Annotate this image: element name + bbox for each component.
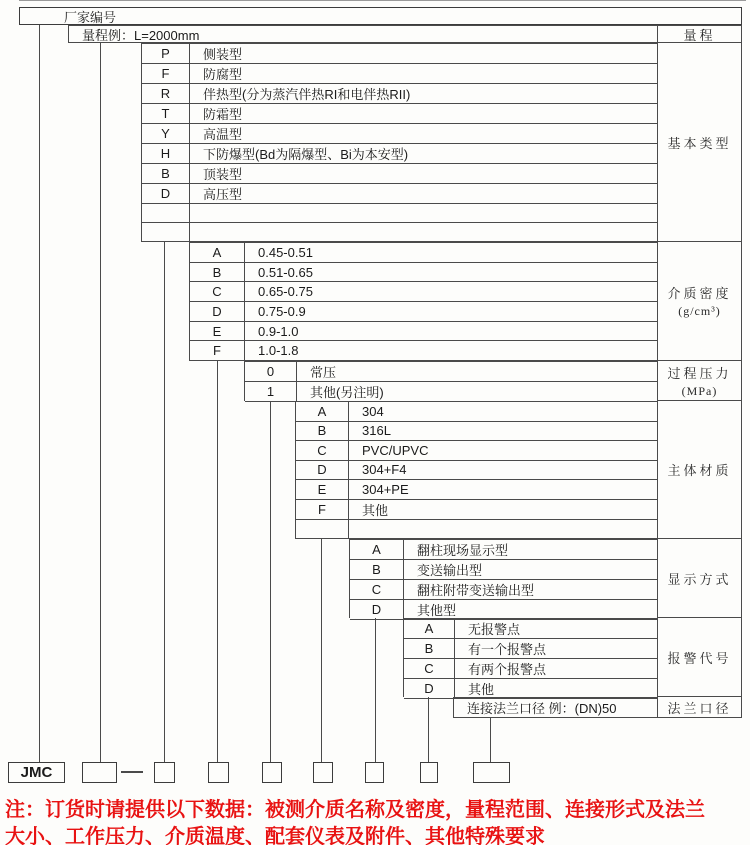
desc-cell: 304 [362,403,384,419]
code-box-process-pressure [262,762,282,783]
row-basic-type-P [142,44,657,64]
order-note-line2: 大小、工作压力、介质温度、配套仪表及附件、其他特殊要求 [5,826,545,845]
code-cell: R [142,84,190,103]
code-cell: C [350,580,404,599]
code-cell: A [190,243,245,262]
row-alarm-code-A [404,619,657,639]
desc-cell: 下防爆型(Bd为隔爆型、Bi为本安型) [203,147,409,162]
label-process-pressure [657,361,742,401]
row-alarm-code-C [404,659,657,679]
code-cell: F [142,64,190,83]
code-cell: C [404,659,455,678]
section-flange-size [453,697,657,718]
desc-cell: 0.75-0.9 [258,303,306,319]
row-body-material-A [296,402,657,422]
row-medium-density-E [190,322,657,342]
code-cell: B [142,164,190,183]
desc-cell [190,204,657,222]
section-display-mode [349,539,657,618]
code-cell: T [142,104,190,123]
desc-cell: 连接法兰口径 例：(DN)50 [467,701,617,716]
code-cell: D [350,600,404,619]
desc-cell: 侧装型 [203,47,243,62]
connector-line-7 [428,697,429,762]
separator-dash [121,771,143,773]
desc-cell: 翻柱现场显示型 [417,543,509,558]
row-basic-type-T [142,104,657,124]
range-example-text: 量程例：L=2000mm [82,27,200,43]
row-body-material-F [296,500,657,520]
row-basic-type-D [142,184,657,204]
code-box-alarm-code [420,762,438,783]
code-cell: Y [142,124,190,143]
range-example-row [68,25,657,43]
desc-cell: 高压型 [203,187,243,202]
model-prefix-box: JMC [8,762,65,783]
desc-cell: 有一个报警点 [468,642,547,657]
label-text: 报警代号 [667,650,732,666]
desc-cell: 0.65-0.75 [258,284,313,300]
desc-cell: 1.0-1.8 [258,343,299,359]
row-body-material-D [296,461,657,481]
label-basic-type [657,43,742,242]
desc-cell: PVC/UPVC [362,442,429,458]
desc-cell: 顶装型 [203,167,243,182]
code-cell: A [404,619,455,638]
row-display-mode-C [350,580,657,600]
desc-cell: 防腐型 [203,67,243,82]
desc-cell: 0.45-0.51 [258,244,313,260]
label-text: 显示方式 [667,571,732,587]
row-process-pressure-0 [245,362,657,382]
connector-line-3 [217,361,218,762]
section-basic-type [141,43,657,242]
desc-cell: 其他 [468,682,495,697]
row-body-material-C [296,441,657,461]
code-cell: C [190,282,245,301]
row-display-mode-A [350,540,657,560]
desc-cell: 高温型 [203,127,243,142]
row-flange-size-r0 [454,698,657,718]
code-cell: E [296,480,349,499]
connector-line-8 [490,718,491,762]
label-body-material [657,401,742,539]
order-note [5,797,750,845]
row-body-material-E [296,480,657,500]
label-text: 过程压力 [667,365,732,381]
row-basic-type-Y [142,124,657,144]
desc-cell: 304+F4 [362,462,407,478]
desc-cell [349,520,657,539]
code-cell [142,223,190,241]
section-medium-density [189,242,657,361]
code-cell: A [350,540,404,559]
row-body-material-r6 [296,520,657,540]
code-box-display-mode [365,762,384,783]
connector-line-4 [270,401,271,762]
connector-line-0 [39,25,40,762]
connector-line-6 [375,618,376,762]
code-box-range [82,762,117,783]
code-cell: E [190,322,245,341]
code-cell: P [142,44,190,63]
factory-number-label: 厂家编号 [64,9,117,25]
code-box-medium-density [208,762,229,783]
code-box-flange-size [473,762,510,783]
desc-cell: 304+PE [362,481,409,497]
code-cell: C [296,441,349,460]
section-process-pressure [244,361,657,401]
code-cell [142,204,190,222]
row-basic-type-r8 [142,204,657,223]
label-alarm-code [657,618,742,697]
label-unit: (MPa) [681,383,718,398]
top-border-line [19,0,746,1]
code-cell: H [142,144,190,163]
code-cell: D [404,679,455,698]
label-unit: (g/cm³) [678,304,721,318]
code-cell: 1 [245,382,297,401]
row-medium-density-B [190,263,657,283]
row-body-material-B [296,422,657,442]
connector-line-2 [164,242,165,762]
row-alarm-code-D [404,679,657,699]
row-basic-type-r9 [142,223,657,242]
section-body-material [295,401,657,539]
code-cell: 0 [245,362,297,381]
label-text: 主体材质 [667,463,732,478]
row-medium-density-C [190,282,657,302]
desc-cell: 0.51-0.65 [258,264,313,280]
desc-cell: 无报警点 [468,622,521,637]
desc-cell: 常压 [310,365,337,380]
label-text: 量程 [683,27,716,43]
desc-cell: 其他(另注明) [310,385,384,400]
label-display-mode [657,539,742,618]
code-cell: B [190,263,245,282]
desc-cell: 伴热型(分为蒸汽伴热RI和电伴热RII) [203,87,411,102]
code-cell: F [190,341,245,360]
code-cell [296,520,349,539]
code-box-basic-type [154,762,175,783]
code-cell: D [296,461,349,480]
row-basic-type-F [142,64,657,84]
row-alarm-code-B [404,639,657,659]
desc-cell: 其他 [362,502,389,518]
order-note-line1: 注：订货时请提供以下数据：被测介质名称及密度，量程范围、连接形式及法兰 [5,799,705,821]
desc-cell: 有两个报警点 [468,662,547,677]
label-text: 介质密度 [667,286,732,301]
row-display-mode-B [350,560,657,580]
row-medium-density-A [190,243,657,263]
factory-number-box [19,7,742,25]
code-cell: B [404,639,455,658]
desc-cell: 316L [362,423,391,439]
row-basic-type-B [142,164,657,184]
row-process-pressure-1 [245,382,657,402]
label-medium-density [657,242,742,361]
desc-cell: 防霜型 [203,107,243,122]
label-range [657,25,742,43]
connector-line-5 [321,539,322,762]
section-alarm-code [403,618,657,697]
label-text: 基本类型 [667,135,732,151]
code-cell: B [296,422,349,441]
code-cell: A [296,402,349,421]
desc-cell: 变送输出型 [417,563,483,578]
code-cell: D [190,302,245,321]
row-medium-density-D [190,302,657,322]
desc-cell: 0.9-1.0 [258,323,299,339]
row-basic-type-H [142,144,657,164]
code-box-body-material [313,762,333,783]
row-display-mode-D [350,600,657,620]
connector-line-1 [100,43,101,762]
row-basic-type-R [142,84,657,104]
code-cell: B [350,560,404,579]
desc-cell: 其他型 [417,603,457,618]
code-cell: D [142,184,190,203]
desc-cell: 翻柱附带变送输出型 [417,583,535,598]
label-text: 法兰口径 [667,700,732,716]
label-flange-size [657,697,742,718]
desc-cell [190,223,657,241]
row-medium-density-F [190,341,657,361]
code-cell: F [296,500,349,519]
